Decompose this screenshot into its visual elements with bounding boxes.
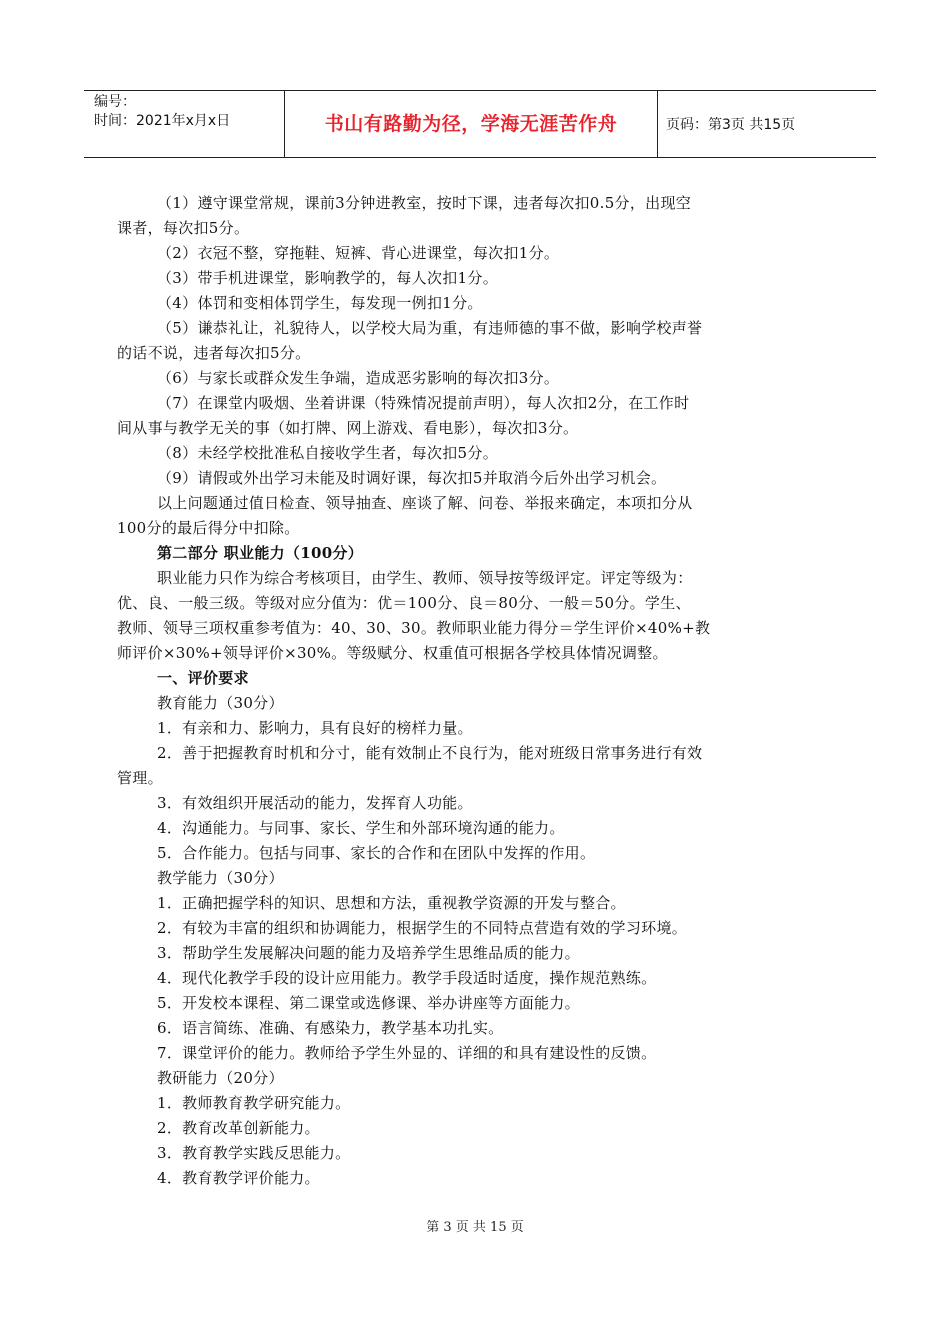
text-line: 师评价×30%+领导评价×30%。等级赋分、权重值可根据各学校具体情况调整。: [117, 644, 668, 662]
text-line: （6）与家长或群众发生争端，造成恶劣影响的每次扣3分。: [157, 369, 560, 387]
page-footer: 第 3 页 共 15 页: [426, 1220, 524, 1235]
list-item: 3．帮助学生发展解决问题的能力及培养学生思维品质的能力。: [157, 944, 580, 962]
list-item: 2．善于把握教育时机和分寸，能有效制止不良行为，能对班级日常事务进行有效: [157, 744, 703, 762]
list-item: 5．合作能力。包括与同事、家长的合作和在团队中发挥的作用。: [157, 844, 596, 862]
list-item: 2．教育改革创新能力。: [157, 1119, 320, 1137]
category-heading: 教研能力（20分）: [157, 1069, 284, 1087]
number-label: 编号：: [94, 94, 136, 110]
list-item: 1．教师教育教学研究能力。: [157, 1094, 351, 1112]
text-line: 职业能力只作为综合考核项目，由学生、教师、领导按等级评定。评定等级为：: [157, 569, 693, 587]
list-item: 3．教育教学实践反思能力。: [157, 1144, 351, 1162]
text-line: （1）遵守课堂常规，课前3分钟进教室，按时下课，违者每次扣0.5分，出现空: [157, 194, 692, 212]
text-line: （5）谦恭礼让，礼貌待人，以学校大局为重，有违师德的事不做，影响学校声誉: [157, 319, 703, 337]
subsection-heading: 一、评价要求: [157, 669, 249, 687]
text-line: （8）未经学校批准私自接收学生者，每次扣5分。: [157, 444, 498, 462]
category-heading: 教学能力（30分）: [157, 869, 284, 887]
text-line: 管理。: [117, 769, 163, 787]
category-heading: 教育能力（30分）: [157, 694, 284, 712]
list-item: 5．开发校本课程、第二课堂或选修课、举办讲座等方面能力。: [157, 994, 580, 1012]
list-item: 1．有亲和力、影响力，具有良好的榜样力量。: [157, 719, 473, 737]
list-item: 3．有效组织开展活动的能力，发挥育人功能。: [157, 794, 473, 812]
list-item: 4．现代化教学手段的设计应用能力。教学手段适时适度，操作规范熟练。: [157, 969, 657, 987]
list-item: 6．语言简练、准确、有感染力，教学基本功扎实。: [157, 1019, 504, 1037]
text-line: 教师、领导三项权重参考值为：40、30、30。教师职业能力得分＝学生评价×40%+教: [117, 619, 711, 637]
list-item: 4．沟通能力。与同事、家长、学生和外部环境沟通的能力。: [157, 819, 565, 837]
text-line: 的话不说，违者每次扣5分。: [117, 344, 311, 362]
list-item: 4．教育教学评价能力。: [157, 1169, 320, 1187]
text-line: （4）体罚和变相体罚学生，每发现一例扣1分。: [157, 294, 483, 312]
text-line: 以上问题通过值日检查、领导抽查、座谈了解、问卷、举报来确定，本项扣分从: [157, 494, 693, 512]
text-line: 100分的最后得分中扣除。: [117, 519, 300, 537]
text-line: （3）带手机进课堂，影响教学的，每人次扣1分。: [157, 269, 498, 287]
document-header: [84, 90, 876, 158]
text-line: 优、良、一般三级。等级对应分值为：优＝100分、良＝80分、一般＝50分。学生、: [117, 594, 691, 612]
list-item: 2．有较为丰富的组织和协调能力，根据学生的不同特点营造有效的学习环境。: [157, 919, 688, 937]
text-line: （9）请假或外出学习未能及时调好课，每次扣5并取消今后外出学习机会。: [157, 469, 667, 487]
header-page-info: 页码：第3页 共15页: [666, 117, 796, 133]
list-item: 1．正确把握学科的知识、思想和方法，重视教学资源的开发与整合。: [157, 894, 626, 912]
text-line: 间从事与教学无关的事（如打牌、网上游戏、看电影），每次扣3分。: [117, 419, 579, 437]
text-line: 课者，每次扣5分。: [117, 219, 250, 237]
section-heading: 第二部分 职业能力（100分）: [157, 544, 364, 562]
header-motto: 书山有路勤为径，学海无涯苦作舟: [284, 91, 658, 157]
header-meta: [84, 91, 284, 157]
text-line: （2）衣冠不整，穿拖鞋、短裤、背心进课堂，每次扣1分。: [157, 244, 560, 262]
text-line: （7）在课堂内吸烟、坐着讲课（特殊情况提前声明），每人次扣2分，在工作时: [157, 394, 690, 412]
time-label: 时间：2021年x月x日: [94, 113, 231, 129]
list-item: 7．课堂评价的能力。教师给予学生外显的、详细的和具有建设性的反馈。: [157, 1044, 657, 1062]
